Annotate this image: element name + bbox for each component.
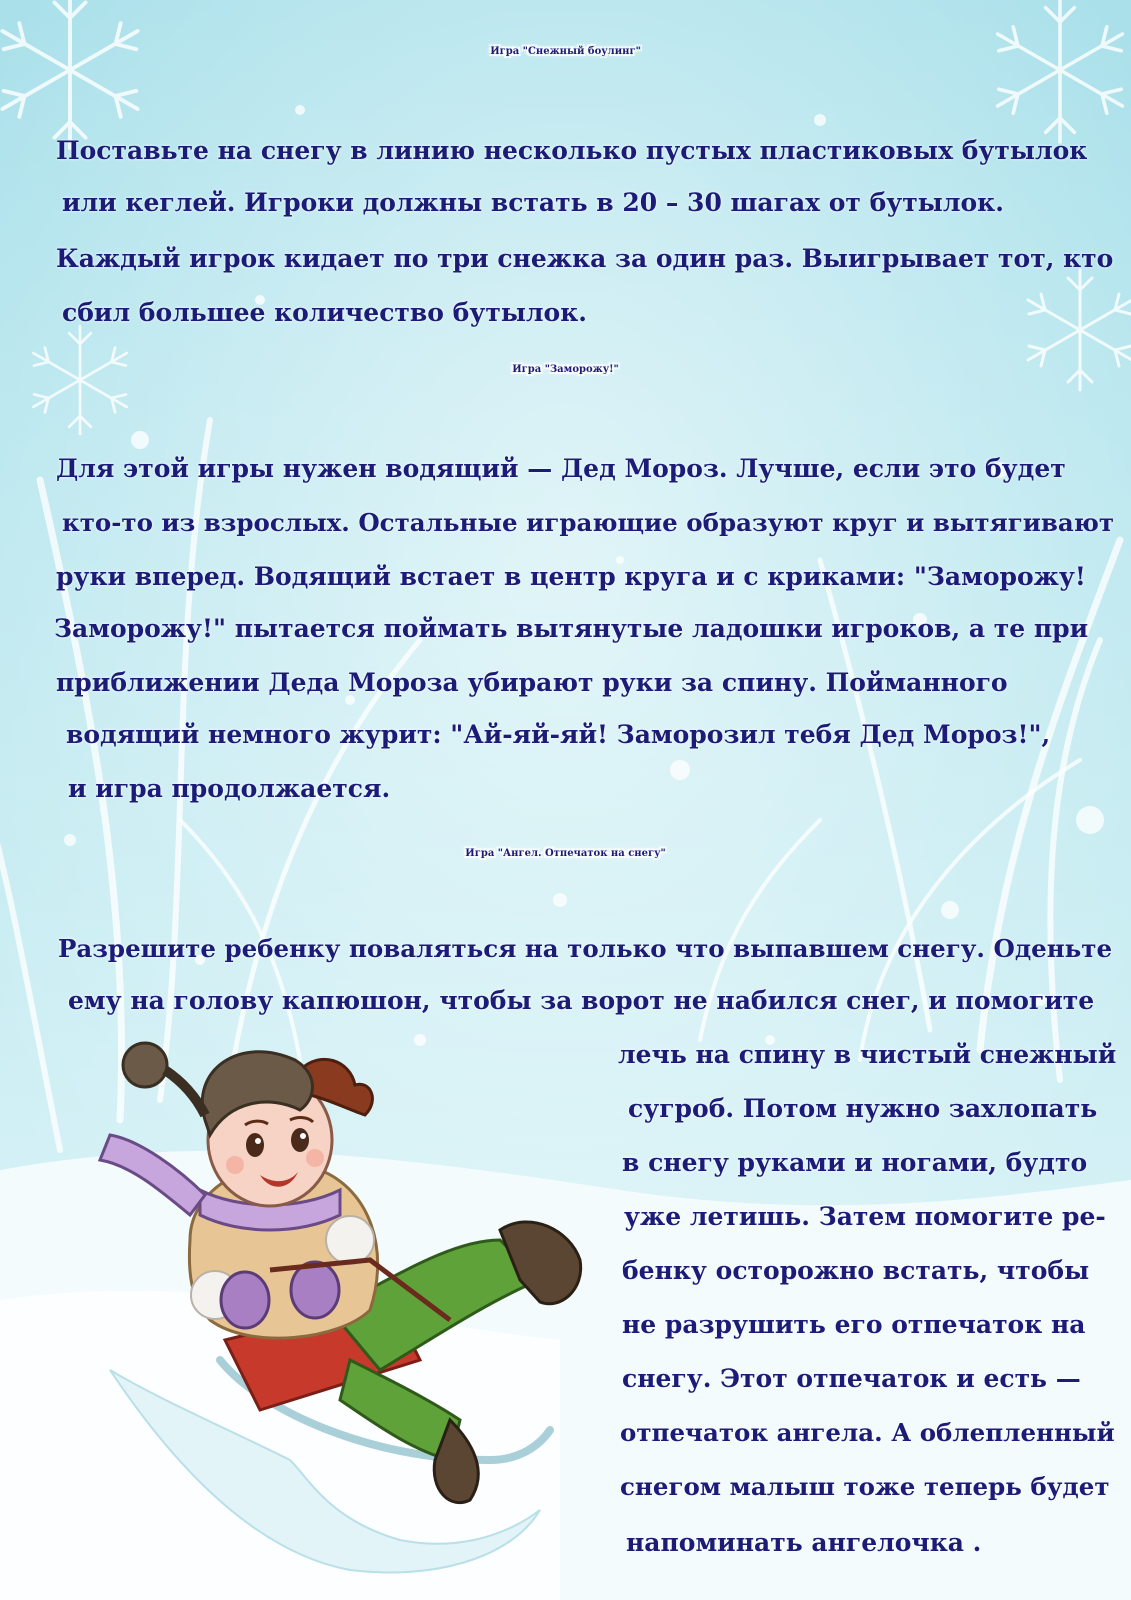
section-3-line: в снегу руками и ногами, будто: [622, 1148, 1088, 1177]
section-2-line: и игра продолжается.: [68, 774, 391, 803]
section-1-line: Каждый игрок кидает по три снежка за один раз. Выигрывает тот, кто: [56, 244, 1114, 273]
section-title-snow-angel: Игра "Ангел. Отпечаток на снегу": [465, 848, 666, 859]
section-3-line: лечь на спину в чистый снежный: [618, 1040, 1117, 1069]
section-3-line: не разрушить его отпечаток на: [622, 1310, 1086, 1339]
section-3-line: Разрешите ребенку поваляться на только что выпавшем снегу. Оденьте: [58, 934, 1113, 963]
section-3-line: снегом малыш тоже теперь будет: [620, 1472, 1110, 1501]
section-3-line: ему на голову капюшон, чтобы за ворот не набился снег, и помогите: [68, 986, 1095, 1015]
section-3-line: сугроб. Потом нужно захлопать: [628, 1094, 1098, 1123]
section-2-line: Заморожу!" пытается поймать вытянутые ладошки игроков, а те при: [54, 614, 1089, 643]
section-3-line: напоминать ангелочка .: [626, 1528, 982, 1557]
section-1-line: или кеглей. Игроки должны встать в 20 – 30 шагах от бутылок.: [62, 188, 1004, 217]
section-title-snow-bowling: Игра "Снежный боулинг": [490, 46, 641, 57]
section-2-line: Для этой игры нужен водящий — Дед Мороз. Лучше, если это будет: [56, 454, 1066, 483]
section-2-line: руки вперед. Водящий встает в центр круга и с криками: "Заморожу!: [56, 562, 1086, 591]
section-title-freeze: Игра "Заморожу!": [512, 364, 619, 375]
section-3-line: уже летишь. Затем помогите ре-: [624, 1202, 1106, 1231]
section-2-line: водящий немного журит: "Ай-яй-яй! Заморозил тебя Дед Мороз!",: [66, 720, 1051, 749]
section-2-line: приближении Деда Мороза убирают руки за спину. Пойманного: [56, 668, 1008, 697]
section-1-line: сбил большее количество бутылок.: [62, 298, 587, 327]
section-3-line: бенку осторожно встать, чтобы: [622, 1256, 1090, 1285]
section-1-line: Поставьте на снегу в линию несколько пустых пластиковых бутылок: [56, 136, 1088, 165]
section-3-line: снегу. Этот отпечаток и есть —: [622, 1364, 1081, 1393]
section-3-line: отпечаток ангела. А облепленный: [620, 1418, 1115, 1447]
section-2-line: кто-то из взрослых. Остальные играющие образуют круг и вытягивают: [62, 508, 1115, 537]
